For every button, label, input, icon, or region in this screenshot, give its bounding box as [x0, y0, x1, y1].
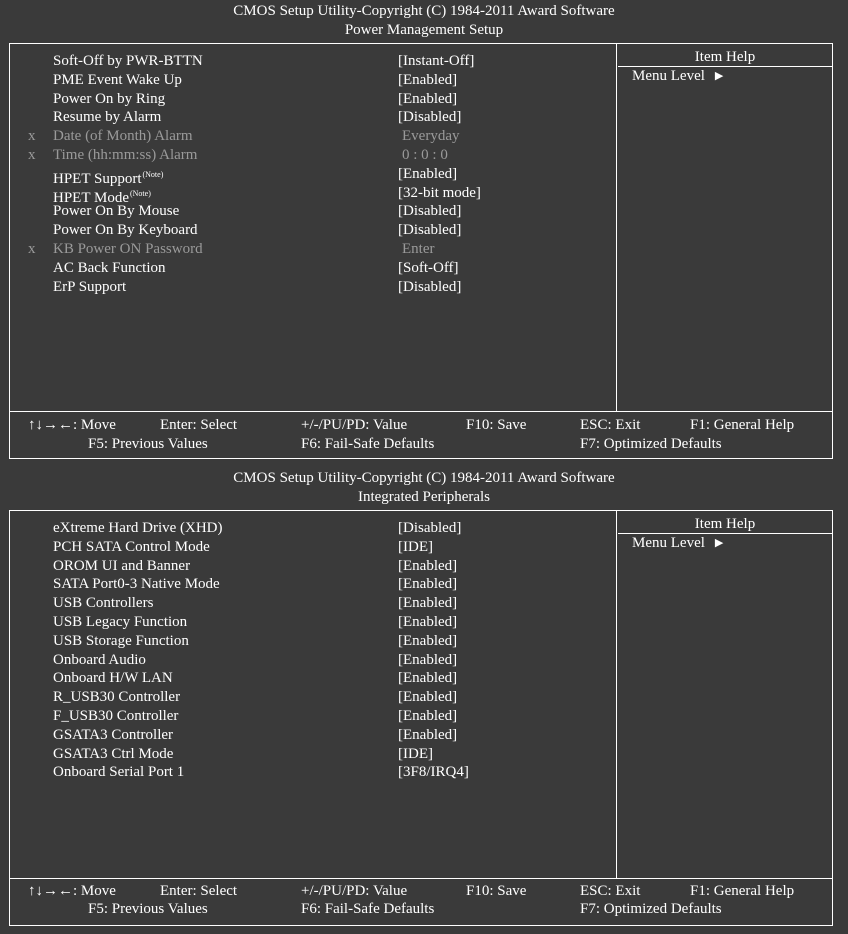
- bios-page-title: Integrated Peripherals: [357, 489, 491, 505]
- setting-label: [53, 632, 189, 651]
- setting-label: [53, 519, 223, 538]
- setting-label: [53, 726, 173, 745]
- disabled-marker: x: [28, 241, 36, 257]
- setting-row-usb-legacy-function[interactable]: [10, 613, 610, 632]
- setting-value[interactable]: [Enabled]: [398, 576, 458, 593]
- setting-row-ac-back-function[interactable]: [10, 259, 610, 278]
- setting-label-text: Onboard Serial Port 1: [53, 764, 185, 781]
- setting-row-onboard-serial-port-1[interactable]: [10, 763, 610, 782]
- setting-label: [53, 613, 187, 632]
- setting-row-onboard-h-w-lan[interactable]: [10, 669, 610, 688]
- setting-label: [53, 688, 180, 707]
- setting-row-kb-power-on-password: [10, 240, 610, 259]
- footer-optimized-defaults: F7: Optimized Defaults: [580, 901, 722, 917]
- setting-label-text: AC Back Function: [53, 259, 166, 276]
- setting-label: [53, 146, 197, 165]
- menu-level: [632, 67, 723, 85]
- footer-save: F10: Save: [466, 417, 527, 433]
- setting-value[interactable]: [Enabled]: [398, 670, 458, 687]
- setting-label-text: Resume by Alarm: [53, 109, 162, 126]
- setting-row-f-usb30-controller[interactable]: [10, 707, 610, 726]
- setting-label-text: Soft-Off by PWR-BTTN: [53, 53, 203, 69]
- setting-value[interactable]: [Enabled]: [398, 689, 458, 706]
- setting-value[interactable]: [Disabled]: [398, 222, 462, 239]
- setting-row-pch-sata-control-mode[interactable]: [10, 538, 610, 557]
- footer-divider: [10, 411, 832, 412]
- help-panel-divider: [616, 511, 617, 878]
- setting-label: [53, 259, 166, 278]
- setting-label: [53, 707, 178, 726]
- setting-label-text: ErP Support: [53, 278, 127, 295]
- setting-row-resume-by-alarm[interactable]: [10, 108, 610, 127]
- setting-row-hpet-mode[interactable]: [10, 184, 610, 206]
- setting-row-usb-storage-function[interactable]: [10, 632, 610, 651]
- setting-label-text: USB Controllers: [53, 595, 154, 612]
- setting-row-pme-event-wake-up[interactable]: [10, 71, 610, 90]
- footer-general-help: F1: General Help: [690, 417, 795, 433]
- setting-row-hpet-support[interactable]: [10, 165, 610, 187]
- setting-value[interactable]: [Enabled]: [398, 726, 458, 743]
- setting-row-gsata3-ctrl-mode[interactable]: [10, 745, 610, 764]
- setting-label-text: Power On By Keyboard: [53, 222, 198, 239]
- setting-row-gsata3-controller[interactable]: [10, 726, 610, 745]
- setting-value[interactable]: [3F8/IRQ4]: [398, 764, 469, 781]
- setting-label: [53, 202, 179, 221]
- setting-row-onboard-audio[interactable]: [10, 651, 610, 670]
- footer-select: Enter: Select: [160, 883, 238, 899]
- setting-label-text: HPET Support: [53, 170, 142, 187]
- setting-value: Everyday: [402, 128, 460, 145]
- setting-label-text: Power On By Mouse: [53, 203, 180, 220]
- setting-label-text: SATA Port0-3 Native Mode: [53, 576, 220, 593]
- setting-value[interactable]: [32-bit mode]: [398, 184, 481, 201]
- setting-value[interactable]: [Disabled]: [398, 109, 462, 126]
- setting-value[interactable]: [Instant-Off]: [398, 53, 475, 69]
- setting-value[interactable]: [Enabled]: [398, 71, 458, 88]
- setting-label-text: Power On by Ring: [53, 90, 166, 107]
- setting-label-text: Time (hh:mm:ss) Alarm: [53, 147, 198, 163]
- footer-divider: [10, 878, 832, 879]
- footer-general-help: F1: General Help: [690, 883, 795, 899]
- setting-label: [53, 127, 193, 146]
- menu-level-label: Menu Level: [632, 68, 705, 84]
- setting-value[interactable]: [IDE]: [398, 745, 433, 762]
- setting-label-text: OROM UI and Banner: [53, 557, 191, 574]
- setting-label-text: USB Legacy Function: [53, 614, 188, 630]
- footer-exit: ESC: Exit: [580, 417, 641, 433]
- setting-label: [53, 669, 173, 688]
- setting-value[interactable]: [Enabled]: [398, 165, 458, 182]
- item-help-title: Item Help: [694, 49, 756, 65]
- footer-save: F10: Save: [466, 883, 527, 899]
- footer-move: ↑↓→←: Move: [28, 417, 116, 433]
- setting-row-r-usb30-controller[interactable]: [10, 688, 610, 707]
- help-panel-divider: [616, 44, 617, 411]
- setting-label-text: KB Power ON Password: [53, 241, 203, 257]
- setting-label: [53, 745, 173, 764]
- setting-label: [53, 278, 126, 297]
- setting-row-usb-controllers[interactable]: [10, 594, 610, 613]
- setting-row-erp-support[interactable]: [10, 278, 610, 297]
- footer-exit: ESC: Exit: [580, 883, 641, 899]
- footer-value: +/-/PU/PD: Value: [301, 417, 408, 433]
- bios-header: [0, 469, 848, 507]
- setting-row-extreme-hard-drive-xhd[interactable]: [10, 519, 610, 538]
- setting-label: [53, 240, 203, 259]
- bios-screen-power-management: [0, 0, 848, 465]
- bios-page-title: Power Management Setup: [344, 22, 504, 38]
- setting-value: Enter: [402, 241, 435, 257]
- right-triangle-icon: ▶: [714, 70, 724, 82]
- footer-move: ↑↓→←: Move: [28, 883, 116, 899]
- note-superscript: (Note): [142, 169, 164, 179]
- footer-previous-values: F5: Previous Values: [88, 901, 208, 917]
- setting-value[interactable]: [Soft-Off]: [398, 259, 459, 276]
- setting-value[interactable]: [Disabled]: [398, 203, 462, 220]
- footer-optimized-defaults: F7: Optimized Defaults: [580, 436, 722, 452]
- setting-label: [53, 575, 220, 594]
- setting-value[interactable]: [Enabled]: [398, 708, 458, 724]
- setting-row-sata-port0-3-native-mode[interactable]: [10, 575, 610, 594]
- bios-title-copyright: CMOS Setup Utility-Copyright (C) 1984-2011 Award Software: [233, 3, 615, 19]
- setting-label-text: Onboard H/W LAN: [53, 670, 173, 687]
- setting-row-orom-ui-and-banner[interactable]: [10, 557, 610, 576]
- setting-label: [53, 763, 184, 782]
- setting-label: [53, 594, 153, 613]
- note-superscript: (Note): [129, 188, 151, 198]
- disabled-marker: x: [28, 147, 36, 163]
- footer-previous-values: F5: Previous Values: [88, 436, 208, 452]
- setting-label-text: GSATA3 Ctrl Mode: [53, 745, 174, 762]
- bios-main-frame: [9, 43, 833, 459]
- setting-label: [53, 557, 190, 576]
- setting-label-text: R_USB30 Controller: [53, 689, 181, 706]
- footer-fail-safe-defaults: F6: Fail-Safe Defaults: [301, 901, 435, 917]
- setting-value: 0 : 0 : 0: [402, 147, 448, 163]
- setting-label: [53, 71, 182, 90]
- setting-label-text: F_USB30 Controller: [53, 708, 179, 724]
- setting-value[interactable]: [Enabled]: [398, 595, 458, 612]
- footer-select: Enter: Select: [160, 417, 238, 433]
- setting-row-power-on-by-keyboard[interactable]: [10, 221, 610, 240]
- disabled-marker: x: [28, 128, 36, 145]
- setting-value[interactable]: [Enabled]: [398, 90, 458, 107]
- setting-row-power-on-by-mouse[interactable]: [10, 202, 610, 221]
- footer-value: +/-/PU/PD: Value: [301, 883, 408, 899]
- setting-row-time-hh-mm-ss-alarm: [10, 146, 610, 165]
- setting-label: [53, 52, 203, 71]
- bios-header: [0, 2, 848, 40]
- setting-label: [53, 90, 165, 109]
- bios-title-copyright: CMOS Setup Utility-Copyright (C) 1984-2011 Award Software: [233, 470, 615, 486]
- setting-label-text: PCH SATA Control Mode: [53, 538, 210, 555]
- setting-label-text: Date (of Month) Alarm: [53, 128, 193, 145]
- right-triangle-icon: ▶: [714, 537, 724, 549]
- item-help-title: Item Help: [694, 516, 756, 532]
- setting-value[interactable]: [Disabled]: [398, 520, 462, 536]
- bios-screen-integrated-peripherals: [0, 467, 848, 932]
- setting-label-text: GSATA3 Controller: [53, 726, 174, 743]
- setting-label-text: PME Event Wake Up: [53, 71, 182, 88]
- setting-label-text: Onboard Audio: [53, 651, 146, 668]
- setting-value[interactable]: [Enabled]: [398, 614, 458, 630]
- setting-value[interactable]: [Enabled]: [398, 557, 458, 574]
- footer-fail-safe-defaults: F6: Fail-Safe Defaults: [301, 436, 435, 452]
- setting-value[interactable]: [IDE]: [398, 538, 433, 555]
- setting-label: [53, 108, 161, 127]
- setting-value[interactable]: [Enabled]: [398, 632, 458, 649]
- setting-label-text: eXtreme Hard Drive (XHD): [53, 520, 223, 536]
- setting-value[interactable]: [Enabled]: [398, 651, 458, 668]
- setting-row-date-of-month-alarm: [10, 127, 610, 146]
- setting-label: [53, 651, 146, 670]
- setting-label-text: USB Storage Function: [53, 632, 189, 649]
- setting-label: [53, 538, 210, 557]
- bios-main-frame: [9, 510, 833, 926]
- setting-label: [53, 221, 198, 240]
- menu-level-label: Menu Level: [632, 535, 705, 551]
- setting-row-power-on-by-ring[interactable]: [10, 90, 610, 109]
- setting-row-soft-off-by-pwr-bttn[interactable]: [10, 52, 610, 71]
- setting-value[interactable]: [Disabled]: [398, 278, 462, 295]
- menu-level: [632, 534, 723, 552]
- setting-label-text: HPET Mode: [53, 189, 129, 206]
